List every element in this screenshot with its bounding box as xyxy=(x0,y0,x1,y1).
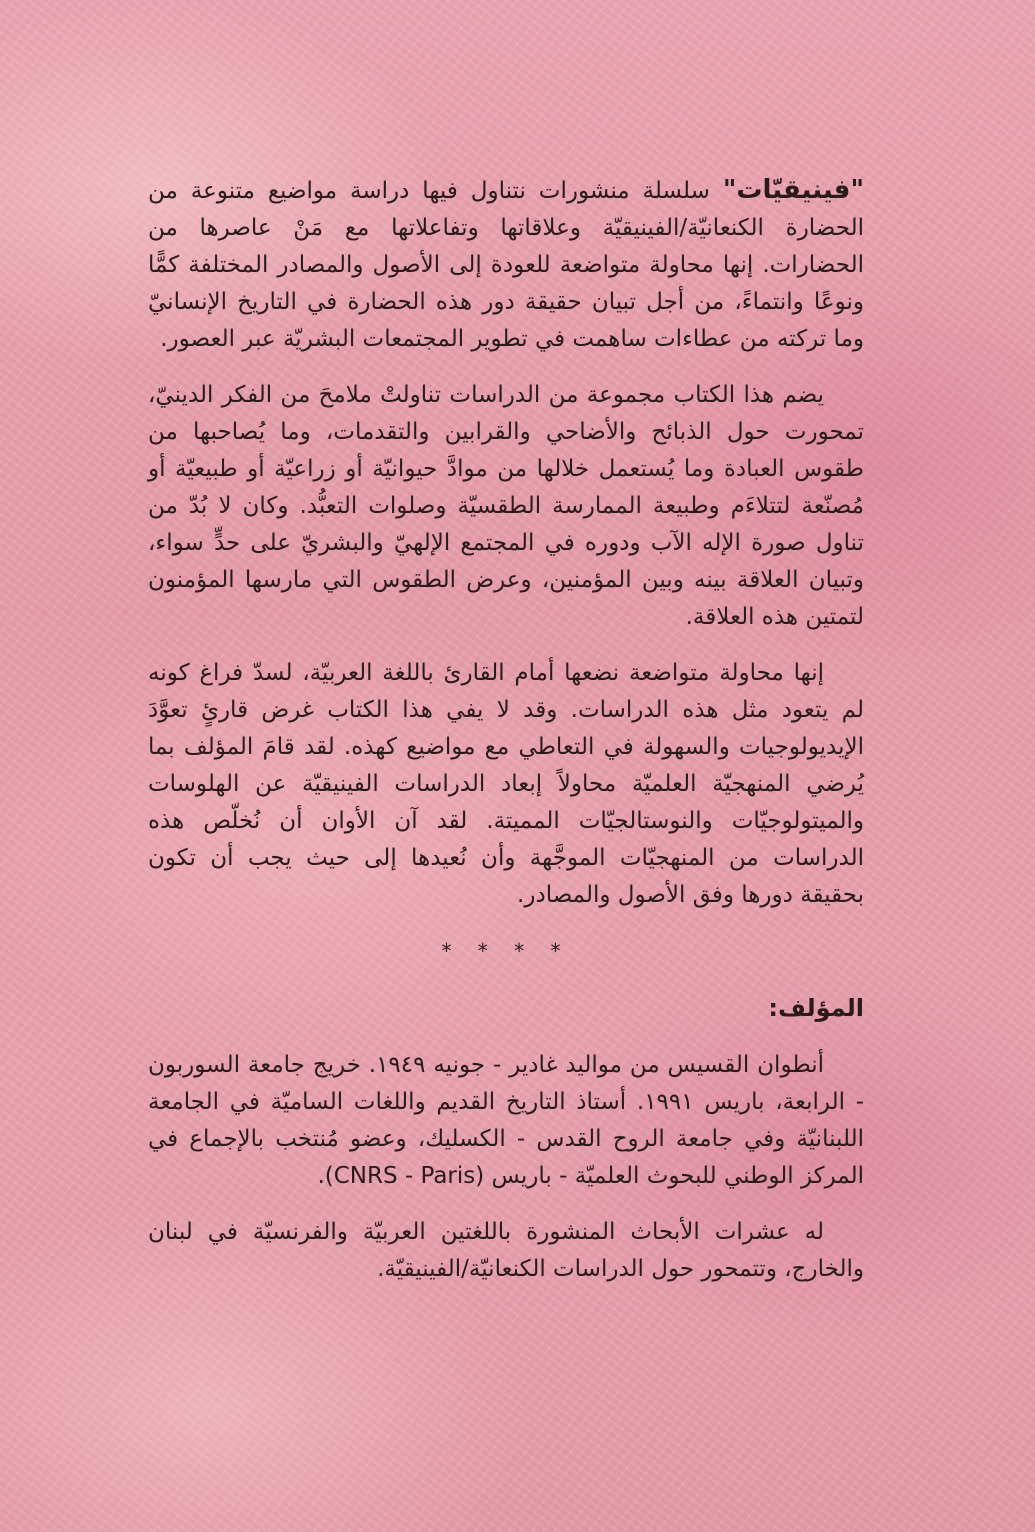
intro-text: سلسلة منشورات نتناول فيها دراسة مواضيع متنوعة من الحضارة الكنعانيّة/الفينيقيّة وعلاقاتها وتفاعلاتها مع مَنْ عاصرها من الحضارات. إنها محاولة متواضعة للعودة إلى الأصول والمصادر المختلفة كمًّا ونوعًا وانتماءً، من أجل تبيان حقيقة دور هذه الحضارة في التاريخ الإنسانيّ وما تركته من عطاءات ساهمت في تطوير المجتمعات البشريّة عبر العصور. xyxy=(148,178,864,352)
author-bio-paragraph: أنطوان القسيس من مواليد غادير - جونيه ١٩٤٩. خريج جامعة السوربون - الرابعة، باريس ١٩٩١. أستاذ التاريخ القديم واللغات الساميّة في الجامعة اللبنانيّة وفي جامعة الروح القدس - الكسليك، وعضو مُنتخب بالإجماع في المركز الوطني للبحوث العلميّة - باريس (CNRS - Paris). xyxy=(148,1052,864,1189)
author-publications-paragraph: له عشرات الأبحاث المنشورة باللغتين العربيّة والفرنسيّة في لبنان والخارج، وتتمحور حول الدراسات الكنعانيّة/الفينيقيّة. xyxy=(148,1219,864,1282)
cover-text-block xyxy=(148,172,864,1307)
section-separator: * * * * xyxy=(441,939,571,963)
book-purpose-paragraph: إنها محاولة متواضعة نضعها أمام القارئ باللغة العربيّة، لسدّ فراغ كونه لم يتعود مثل هذه الدراسات. وقد لا يفي هذا الكتاب غرض قارئٍ تعوَّدَ الإيديولوجيات والسهولة في التعاطي مع مواضيع كهذه. لقد قامَ المؤلف بما يُرضي المنهجيّة العلميّة محاولاً إبعاد الدراسات الفينيقيّة عن الهلوسات والميتولوجيّات والنوستالجيّات المميتة. لقد آن الأوان أن نُخلّص هذه الدراسات من المنهجيّات الموجَّهة وأن نُعيدها إلى حيث يجب أن تكون بحقيقة دورها وفق الأصول والمصادر. xyxy=(148,660,864,908)
intro-paragraph xyxy=(148,172,864,358)
author-heading: المؤلف: xyxy=(768,994,864,1022)
series-name: "فينيقيّات" xyxy=(722,175,864,205)
book-contents-paragraph: يضم هذا الكتاب مجموعة من الدراسات تناولتْ ملامحَ من الفكر الدينيّ، تمحورت حول الذبائح والأضاحي والقرابين والتقدمات، وما يُصاحبها من طقوس العبادة وما يُستعمل خلالها من موادَّ حيوانيّة أو زراعيّة أو طبيعيّة أو مُصنّعة لتتلاءَم وطبيعة الممارسة الطقسيّة وصلوات التعبُّد. وكان لا بُدّ من تناول صورة الإله الآب ودوره في المجتمع الإلهيّ والبشريّ على حدٍّ سواء، وتبيان العلاقة بينه وبين المؤمنين، وعرض الطقوس التي مارسها المؤمنون لتمتين هذه العلاقة. xyxy=(148,382,864,630)
